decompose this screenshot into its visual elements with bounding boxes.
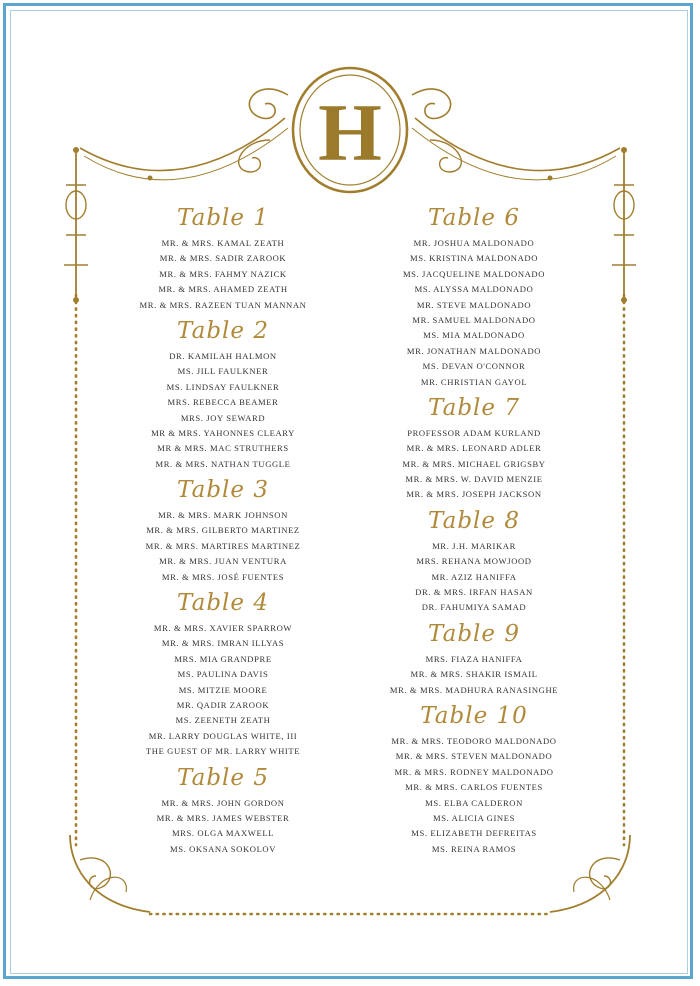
table-block	[339, 503, 609, 616]
guest-name: MS. KRISTINA MALDONADO	[409, 253, 539, 264]
guest-list	[88, 508, 358, 585]
guest-list	[88, 349, 358, 472]
guest-name: DR. FAHUMIYA SAMAD	[421, 602, 527, 613]
guest-name: MR. & MRS. IMRAN ILLYAS	[161, 638, 285, 649]
guest-name: MR. & MRS. SHAKIR ISMAIL	[410, 669, 538, 680]
guest-name: MRS. FIAZA HANIFFA	[425, 653, 523, 664]
guest-name: MRS. JOY SEWARD	[180, 412, 266, 423]
guest-name: MR. & MRS. W. DAVID MENZIE	[405, 474, 543, 485]
table-title: Table 5	[177, 764, 269, 791]
monogram-letter: H	[318, 87, 382, 178]
guest-name: MR. & MRS. GILBERTO MARTINEZ	[146, 525, 300, 536]
table-block	[339, 390, 609, 503]
guest-name: MR. & MRS. SADIR ZAROOK	[159, 253, 287, 264]
guest-name: MR. SAMUEL MALDONADO	[412, 314, 536, 325]
guest-name: MS. LINDSAY FAULKNER	[166, 381, 280, 392]
guest-name: MR & MRS. YAHONNES CLEARY	[151, 427, 295, 438]
guest-name: MS. OKSANA SOKOLOV	[169, 843, 277, 854]
guest-list	[339, 734, 609, 857]
right-column	[339, 200, 609, 857]
table-block	[88, 472, 358, 585]
guest-name: MR. & MRS. JOSÉ FUENTES	[161, 571, 285, 582]
guest-name: MR. & MRS. AHAMED ZEATH	[158, 284, 288, 295]
guest-name: MR. & MRS. MARTIRES MARTINEZ	[145, 540, 301, 551]
guest-name: MR. LARRY DOUGLAS WHITE, III	[148, 730, 298, 741]
guest-name: MS. ALYSSA MALDONADO	[414, 284, 534, 295]
guest-name: MR. & MRS. MICHAEL GRIGSBY	[402, 458, 546, 469]
guest-name: MS. DEVAN O'CONNOR	[422, 361, 526, 372]
guest-name: DR. & MRS. IRFAN HASAN	[415, 587, 533, 598]
table-title: Table 10	[420, 702, 528, 729]
table-block	[88, 760, 358, 858]
guest-name: MS. ZEENETH ZEATH	[175, 715, 271, 726]
guest-name: MR. & MRS. KAMAL ZEATH	[161, 238, 285, 248]
guest-list	[339, 426, 609, 503]
guest-name: MR. QADIR ZAROOK	[176, 699, 270, 710]
guest-list	[339, 652, 609, 698]
table-title: Table 1	[177, 205, 269, 231]
guest-name: MR. JONATHAN MALDONADO	[406, 345, 542, 356]
guest-name: MS. JILL FAULKNER	[177, 366, 269, 377]
table-title: Table 8	[428, 507, 520, 534]
table-block	[339, 200, 609, 390]
guest-name: MR. & MRS. FAHMY NAZICK	[159, 268, 287, 279]
guest-name: MS. JACQUELINE MALDONADO	[402, 268, 546, 279]
guest-list	[339, 539, 609, 616]
guest-name: MR. & MRS. RAZEEN TUAN MANNAN	[139, 299, 307, 310]
guest-name: DR. KAMILAH HALMON	[169, 350, 277, 361]
guest-name: MR. & MRS. NATHAN TUGGLE	[155, 458, 291, 469]
table-block	[88, 313, 358, 472]
left-column	[88, 200, 358, 857]
table-title: Table 2	[177, 317, 269, 344]
guest-name: MR. & MRS. TEODORO MALDONADO	[391, 735, 557, 746]
guest-name: MS. REINA RAMOS	[431, 843, 517, 854]
guest-name: MR. & MRS. XAVIER SPARROW	[153, 623, 293, 634]
guest-name: MR. & MRS. CARLOS FUENTES	[405, 782, 543, 793]
guest-list	[88, 236, 358, 313]
guest-name: MR. STEVE MALDONADO	[416, 299, 532, 310]
guest-name: MR. & MRS. MARK JOHNSON	[158, 510, 288, 521]
guest-name: MR. & MRS. RODNEY MALDONADO	[394, 766, 554, 777]
table-title: Table 6	[428, 205, 520, 231]
table-block	[339, 698, 609, 857]
table-title: Table 3	[177, 477, 269, 504]
guest-name: MR. & MRS. JOHN GORDON	[161, 797, 285, 808]
table-block	[88, 200, 358, 313]
guest-name: MS. ELBA CALDERON	[425, 797, 523, 808]
table-title: Table 9	[428, 620, 520, 647]
guest-name: MS. ELIZABETH DEFREITAS	[411, 828, 537, 839]
guest-name: MRS. MIA GRANDPRE	[174, 653, 272, 664]
guest-name: MR. J.H. MARIKAR	[432, 540, 516, 551]
guest-name: MR & MRS. MAC STRUTHERS	[157, 443, 289, 454]
guest-name: MS. MITZIE MOORE	[178, 684, 268, 695]
guest-name: MR. & MRS. MADHURA RANASINGHE	[389, 684, 559, 695]
guest-name: MR. & MRS. STEVEN MALDONADO	[395, 751, 553, 762]
guest-name: MS. ALICIA GINES	[433, 812, 515, 823]
guest-name: MR. & MRS. JOSEPH JACKSON	[406, 489, 542, 500]
guest-name: MRS. OLGA MAXWELL	[171, 828, 275, 839]
table-title: Table 4	[177, 590, 269, 617]
guest-name: MR. AZIZ HANIFFA	[431, 571, 517, 582]
guest-list	[339, 236, 609, 390]
guest-name: MR. & MRS. JAMES WEBSTER	[156, 812, 290, 823]
guest-name: MR. & MRS. LEONARD ADLER	[406, 443, 542, 454]
table-block	[88, 585, 358, 760]
guest-name: MR. JOSHUA MALDONADO	[413, 238, 535, 248]
guest-name: THE GUEST OF MR. LARRY WHITE	[145, 746, 301, 757]
guest-list	[88, 621, 358, 760]
guest-name: MS. PAULINA DAVIS	[177, 669, 269, 680]
guest-list	[88, 796, 358, 858]
table-block	[339, 616, 609, 698]
guest-name: MR. & MRS. JUAN VENTURA	[159, 556, 287, 567]
guest-name: PROFESSOR ADAM KURLAND	[407, 427, 541, 438]
guest-name: MR. CHRISTIAN GAYOL	[420, 376, 528, 387]
guest-name: MRS. REHANA MOWJOOD	[416, 556, 532, 567]
guest-name: MRS. REBECCA BEAMER	[167, 397, 279, 408]
table-title: Table 7	[428, 394, 520, 421]
guest-name: MS. MIA MALDONADO	[423, 330, 525, 341]
